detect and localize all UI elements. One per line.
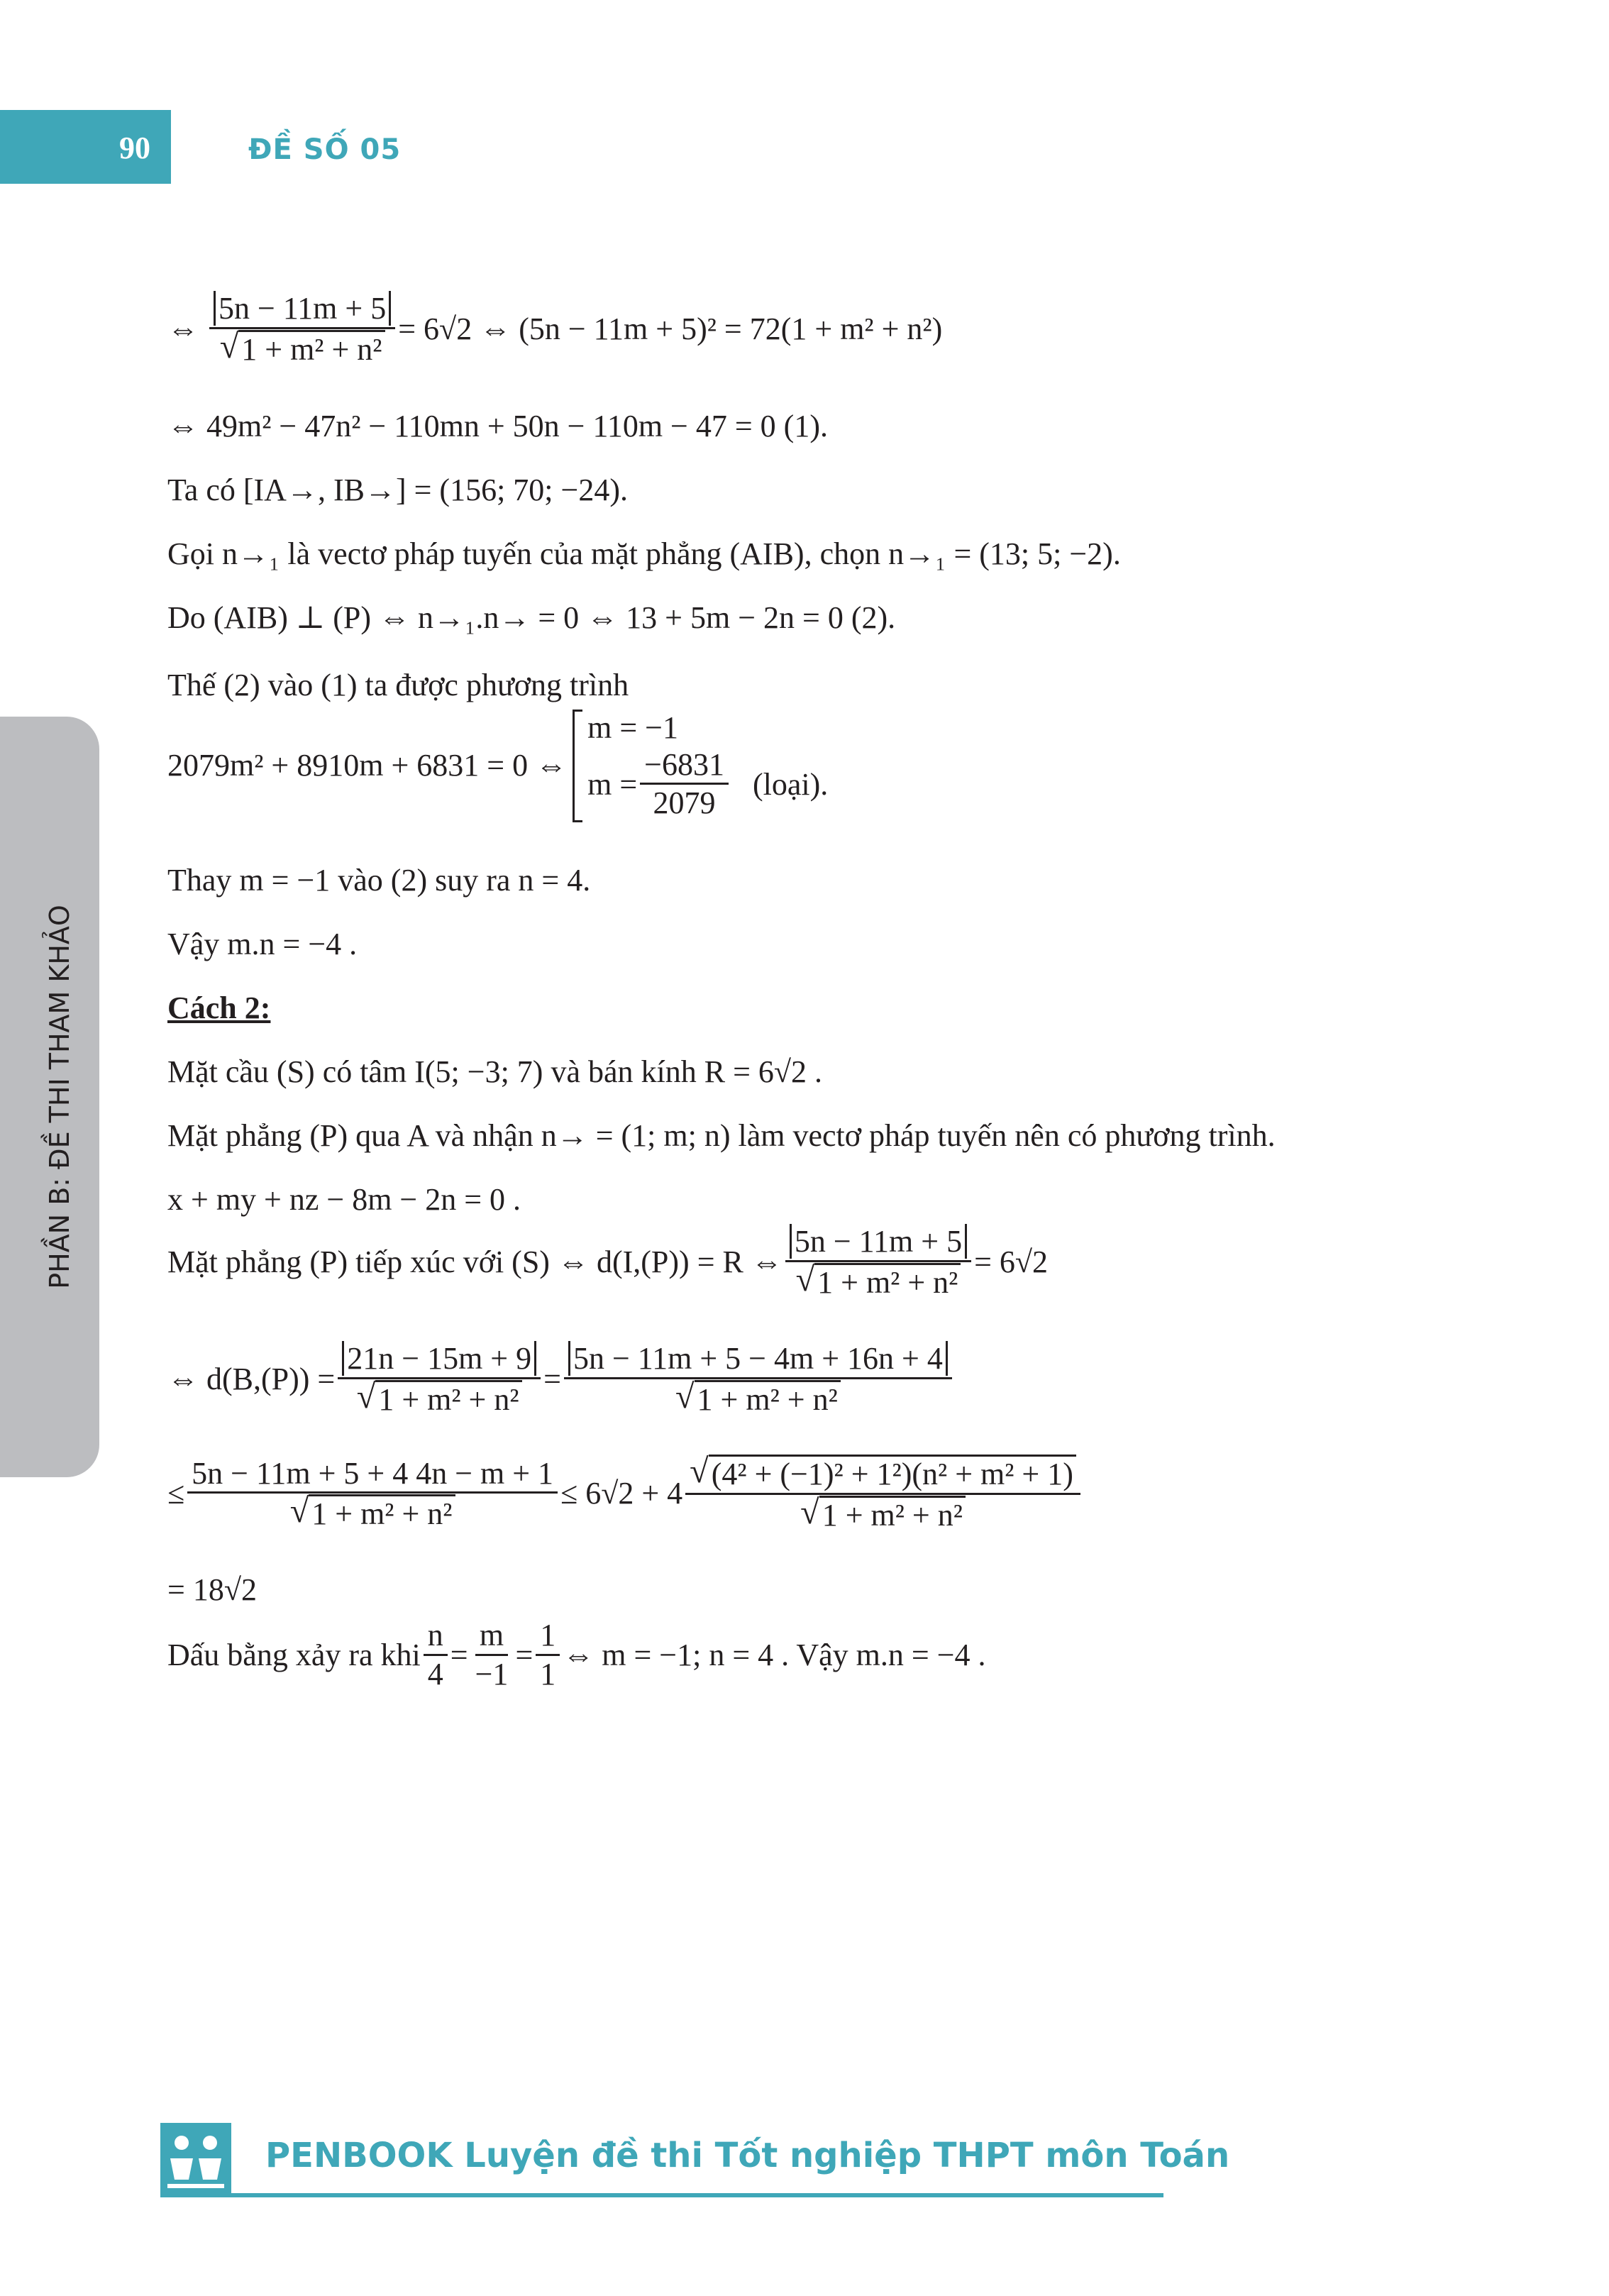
side-tab-label: PHẦN B: ĐỀ THI THAM KHẢO xyxy=(44,905,75,1289)
equation-line-7: 2079m² + 8910m + 6831 = 0 ⇔ m = −1 m = $\frac{-6831}{2079}$ (loại). xyxy=(167,710,828,822)
equation-line-16: ≤ 5n − 11m + 5 + 4 4n − m + 1 √ 1 + m² + n² ≤ 6√2 + 4 √ (4² + (−1)² + 1²)(n² + m² + 1) √ 1 + m² + n² xyxy=(167,1455,1083,1533)
text-line-11: Mặt cầu (S) có tâm I(5; −3; 7) và bán kính R = 6√2 . xyxy=(167,1054,823,1089)
case-bracket: m = −1 m = $\frac{-6831}{2079}$ (loại). xyxy=(573,710,828,822)
text-line-6: Thế (2) vào (1) ta được phương trình xyxy=(167,668,629,702)
text-line-3: Ta có [IA→, IB→] = (156; 70; −24). xyxy=(167,473,628,507)
equation-line-1: ⇔ 5n − 11m + 5 √ 1 + m² + n² = 6√2 ⇔ (5n − 11m + 5)² = 72(1 + m² + n²) xyxy=(167,291,943,367)
equation-line-13: x + my + nz − 8m − 2n = 0 . xyxy=(167,1182,521,1217)
equation-line-17: = 18√2 xyxy=(167,1572,257,1607)
footer-divider xyxy=(160,2193,1163,2197)
equation-line-15: ⇔ d(B,(P)) = 21n − 15m + 9 √ 1 + m² + n² = 5n − 11m + 5 − 4m + 16n + 4 √ 1 + m² + n² xyxy=(167,1341,955,1418)
section-title: ĐỀ SỐ 05 xyxy=(248,133,402,166)
text-line-12: Mặt phẳng (P) qua A và nhận n→ = (1; m; n) làm vectơ pháp tuyến nên có phương trình. xyxy=(167,1118,1276,1153)
text-line-8: Thay m = −1 vào (2) suy ra n = 4. xyxy=(167,863,591,898)
fraction: 5n − 11m + 5 √ 1 + m² + n² xyxy=(209,291,395,368)
text-line-5: Do (AIB) ⊥ (P) ⇔ n→₁.n→ = 0 ⇔ 13 + 5m − 2n = 0 (2). xyxy=(167,600,896,635)
page-number: 90 xyxy=(119,131,150,165)
text-line-4: Gọi n→₁ là vectơ pháp tuyến của mặt phẳng (AIB), chọn n→₁ = (13; 5; −2). xyxy=(167,536,1121,571)
method-heading: Cách 2: xyxy=(167,990,271,1025)
people-logo-icon xyxy=(160,2123,231,2197)
equation-line-18: Dấu bằng xảy ra khi $\frac{n}{4}$ = $\frac{m}{-1}$ = $\frac{1}{1}$ ⇔ m = −1; n = 4 . Vậy m.n = −4 . xyxy=(167,1618,986,1691)
footer-book-title: PENBOOK Luyện đề thi Tốt nghiệp THPT môn Toán xyxy=(265,2136,1230,2175)
equation-line-14: Mặt phẳng (P) tiếp xúc với (S) ⇔ d(I,(P)) = R ⇔ 5n − 11m + 5 √ 1 + m² + n² = 6√2 xyxy=(167,1224,1049,1300)
equation-line-2: ⇔ 49m² − 47n² − 110mn + 50n − 110m − 47 = 0 (1). xyxy=(167,409,828,443)
text-line-9: Vậy m.n = −4 . xyxy=(167,927,358,961)
